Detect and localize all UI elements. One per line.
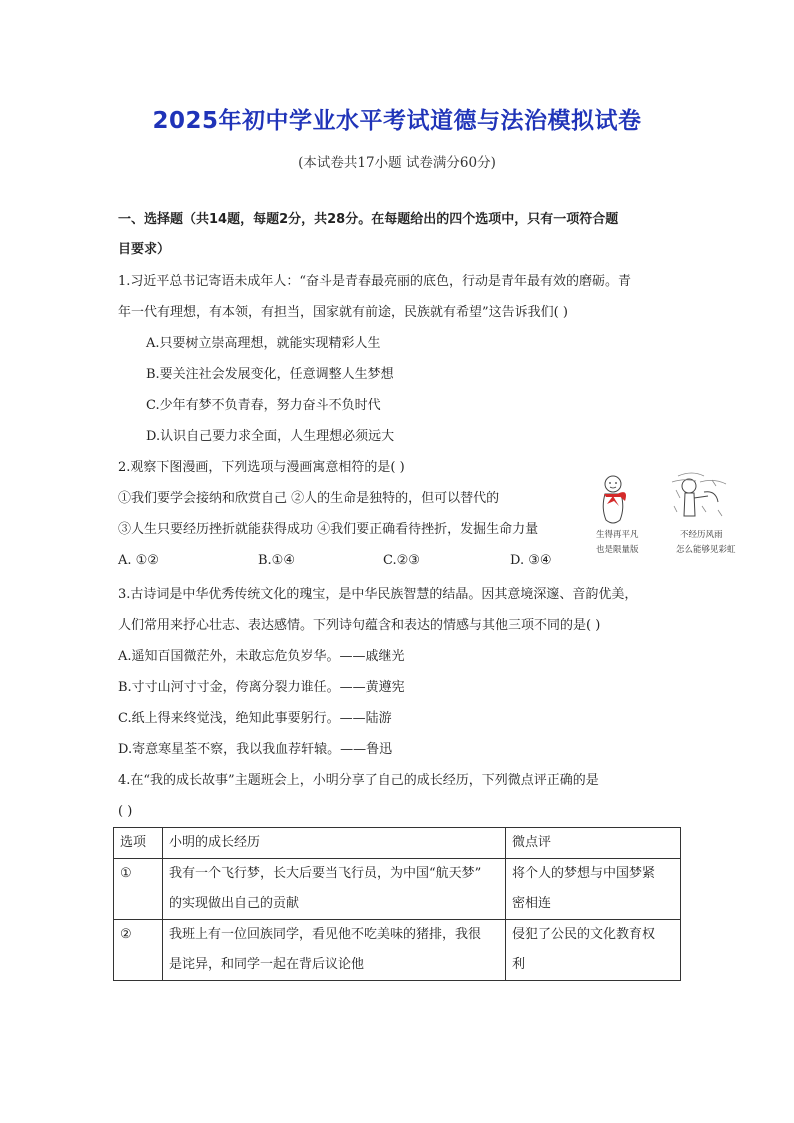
q1-stem-line-1: 1.习近平总书记寄语未成年人：“奋斗是青春最亮丽的底色，行动是青年最有效的磨砺。青	[118, 274, 632, 289]
cartoon-left-caption-2: 也是限量版	[596, 545, 639, 555]
table-header-experience: 小明的成长经历	[163, 828, 506, 859]
q3-option-d: D.寄意寒星荃不察，我以我血荐轩辕。——鲁迅	[118, 742, 393, 757]
q3-stem-line-1: 3.古诗词是中华优秀传统文化的瑰宝，是中华民族智慧的结晶。因其意境深邃、音韵优美，	[118, 587, 638, 602]
q2-option-a: A. ①②	[118, 553, 159, 568]
section-heading-line-2: 目要求）	[118, 242, 171, 257]
table-row	[114, 859, 681, 920]
table-cell-comment	[506, 920, 681, 981]
cartoon-right-caption-1: 不经历风雨	[680, 530, 723, 540]
table-row	[114, 920, 681, 981]
q2-statements-line-1: ①我们要学会接纳和欣赏自己 ②人的生命是独特的，但可以替代的	[118, 491, 500, 506]
q2-option-b: B.①④	[258, 553, 295, 568]
table-cell-line: 我班上有一位回族同学，看见他不吃美味的猪排，我很	[169, 927, 482, 942]
q4-stem-line-2: ( )	[118, 804, 133, 819]
q4-stem-line-1: 4.在“我的成长故事”主题班会上，小明分享了自己的成长经历，下列微点评正确的是	[118, 773, 599, 788]
q1-option-c: C.少年有梦不负青春，努力奋斗不负时代	[146, 398, 381, 413]
q3-option-c: C.纸上得来终觉浅，绝知此事要躬行。——陆游	[118, 711, 392, 726]
table-cell-comment	[506, 859, 681, 920]
q2-stem: 2.观察下图漫画，下列选项与漫画寓意相符的是( )	[118, 460, 405, 475]
q1-option-a: A.只要树立崇高理想，就能实现精彩人生	[146, 336, 381, 351]
q3-option-b: B.寸寸山河寸寸金，侉离分裂力谁任。——黄遵宪	[118, 680, 405, 695]
cartoon-left-figure	[603, 476, 626, 523]
table-cell-line: 密相连	[512, 896, 552, 911]
page-title: 2025年初中学业水平考试道德与法治模拟试卷	[152, 108, 642, 134]
q2-option-c: C.②③	[383, 553, 420, 568]
q1-option-d: D.认识自己要力求全面，人生理想必须远大	[146, 429, 395, 444]
q3-option-a: A.遥知百国微茫外，未敢忘危负岁华。——戚继光	[118, 649, 405, 664]
q2-option-d: D. ③④	[510, 553, 552, 568]
cartoon-right-figure	[672, 473, 726, 516]
table-cell-option: ②	[114, 920, 163, 981]
table-cell-line: 利	[512, 957, 526, 972]
table-header-comment: 微点评	[506, 828, 681, 859]
table-cell-line: 侵犯了公民的文化教育权	[512, 927, 656, 942]
q2-statements-line-2: ③人生只要经历挫折就能获得成功 ④我们要正确看待挫折，发掘生命力量	[118, 522, 539, 537]
table-cell-option: ①	[114, 859, 163, 920]
table-cell-experience	[163, 859, 506, 920]
table-header-option: 选项	[114, 828, 163, 859]
cartoon-right-caption-2: 怎么能够见彩虹	[676, 545, 736, 555]
cartoon-left-caption-1: 生得再平凡	[596, 530, 639, 540]
q1-stem-line-2: 年一代有理想，有本领，有担当，国家就有前途，民族就有希望”这告诉我们( )	[118, 305, 568, 320]
q1-option-b: B.要关注社会发展变化，任意调整人生梦想	[146, 367, 394, 382]
table-cell-line: 的实现做出自己的贡献	[169, 896, 300, 911]
section-heading-line-1: 一、选择题（共14题，每题2分，共28分。在每题给出的四个选项中，只有一项符合题	[118, 212, 619, 227]
table-cell-line: 将个人的梦想与中国梦紧	[512, 866, 656, 881]
table-header-row	[114, 828, 681, 859]
q3-stem-line-2: 人们常用来抒心壮志、表达感情。下列诗句蕴含和表达的情感与其他三项不同的是( )	[118, 618, 601, 633]
table-cell-line: 是诧异，和同学一起在背后议论他	[169, 957, 365, 972]
page-subtitle: (本试卷共17小题 试卷满分60分)	[298, 155, 496, 171]
table-cell-line: 我有一个飞行梦，长大后要当飞行员，为中国“航天梦”	[169, 866, 482, 881]
table-cell-experience	[163, 920, 506, 981]
q4-table	[113, 827, 681, 981]
